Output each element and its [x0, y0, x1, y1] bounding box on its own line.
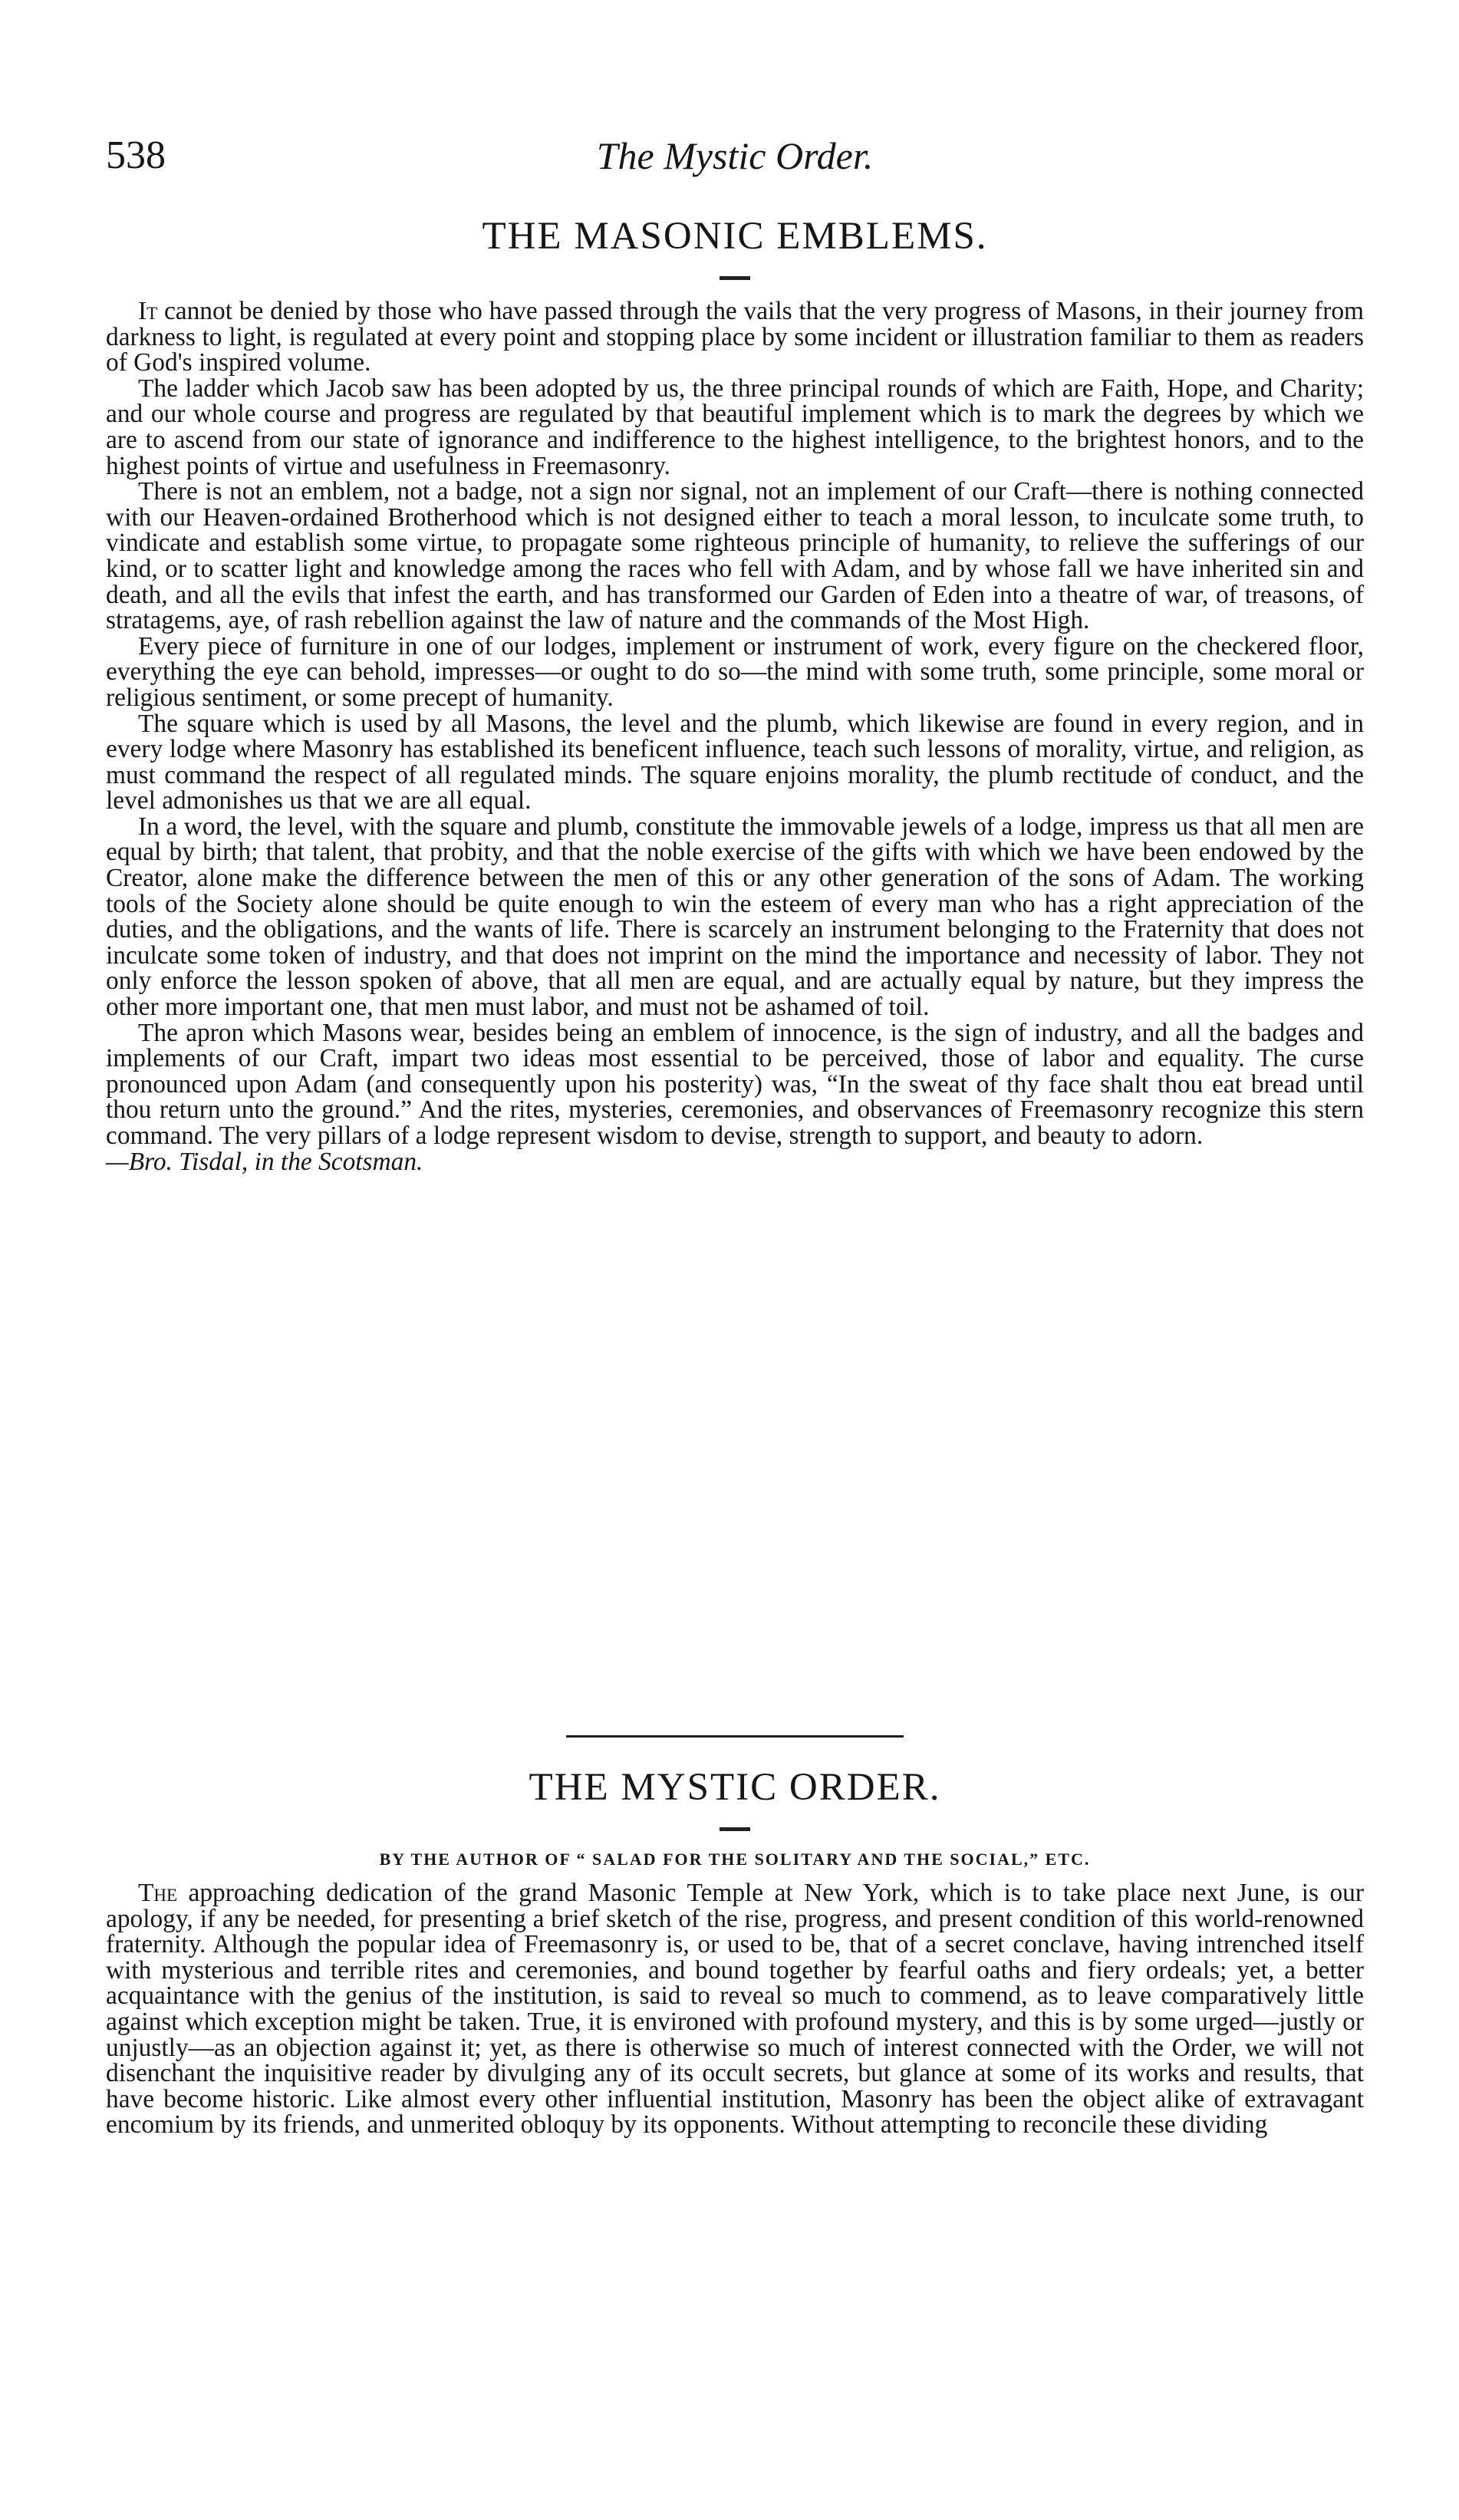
paragraph-1	[106, 298, 1364, 376]
paragraph-1	[106, 1880, 1364, 2138]
paragraph-lead-word: It	[138, 297, 158, 325]
paragraph-text: cannot be denied by those who have passed through the vails that the very progress of Masons, in their journey from darkness to light, is regulated at every point and stopping place by some incident or illustration familiar to them as readers of God's inspired volume.	[106, 297, 1364, 377]
running-title: The Mystic Order.	[596, 134, 874, 177]
paragraph-6	[106, 814, 1364, 1020]
running-head	[106, 129, 1364, 183]
paragraph-4	[106, 631, 1364, 712]
paragraph-2	[106, 376, 1364, 479]
section-divider	[566, 1735, 904, 1738]
paragraph-text: The square which is used by all Masons, the level and the plumb, which likewise are found in every region, and in every lodge where Masonry has established its beneficent influence, teach such lessons of morality, virtue, and religion, as must command the respect of all regulated minds. The square enjoins morality, the plumb rectitude of conduct, and the level admonishes us that we are all equal.	[106, 709, 1364, 815]
paragraph-3	[106, 479, 1364, 634]
article-title: THE MASONIC EMBLEMS.	[482, 215, 988, 258]
article-title: THE MYSTIC ORDER.	[529, 1766, 941, 1809]
byline: BY THE AUTHOR OF “ SALAD FOR THE SOLITARY AND THE SOCIAL,” ETC.	[379, 1850, 1091, 1869]
paragraph-text: In a word, the level, with the square and plumb, constitute the immovable jewels of a lodge, impress us that all men are equal by birth; that talent, that probity, and that the noble exercise of the gifts with which we have been endowed by the Creator, alone make the difference between the men of this or any other generation of the sons of Adam. The working tools of the Society alone should be quite enough to win the esteem of every man who has a right appreciation of the duties, and the obligations, and the wants of life. There is scarcely an instrument belonging to the Fraternity that does not inculcate some token of industry, and that does not imprint on the mind the importance and necessity of labor. They not only enforce the lesson spoken of above, that all men are equal, and are actually equal by nature, but they impress the other more important one, that men must labor, and must not be ashamed of toil.	[106, 812, 1364, 1022]
paragraph-5	[106, 711, 1364, 814]
paragraph-text: The apron which Masons wear, besides being an emblem of innocence, is the sign of industry, and all the badges and implements of our Craft, impart two ideas most essential to be perceived, those of labor and equality. The curse pronounced upon Adam (and consequently upon his posterity) was, “In the sweat of thy face shalt thou eat bread until thou return unto the ground.” And the rites, mysteries, ceremonies, and observances of Freemasonry recognize this stern command. The very pillars of a lodge represent wisdom to devise, strength to support, and beauty to adorn.	[106, 1018, 1364, 1150]
paragraph-lead-word: The	[138, 1879, 178, 1907]
paragraph-text: approaching dedication of the grand Masonic Temple at New York, which is to take place next June, is our apology, if any be needed, for presenting a brief sketch of the rise, progress, and present condition of this world-renowned fraternity. Although the popular idea of Freemasonry is, or used to be, that of a secret conclave, having intrenched itself with mysterious and terrible rites and ceremonies, and bound together by fearful oaths and fiery ordeals; yet, a better acquaintance with the genius of the institution, is said to reveal so much to commend, as to leave comparatively little against which exception might be taken. True, it is environed with profound mystery, and this is by some urged—justly or unjustly—as an objection against it; yet, as there is otherwise so much of interest connected with the Order, we will not disenchant the inquisitive reader by divulging any of its occult secrets, but glance at some of its works and results, that have become historic. Like almost every other influential institution, Masonry has been the object alike of extravagant encomium by its friends, and unmerited obloquy by its opponents. Without attempting to reconcile these dividing	[106, 1879, 1364, 2140]
paragraph-text: Every piece of furniture in one of our lodges, implement or instrument of work, every figure on the checkered floor, everything the eye can behold, impresses—or ought to do so—the mind with some truth, some principle, some moral or religious sentiment, or some precept of humanity.	[106, 631, 1364, 712]
article-masonic-emblems	[106, 213, 1364, 1175]
attribution: —Bro. Tisdal, in the Scotsman.	[106, 1147, 423, 1176]
paragraph-text: There is not an emblem, not a badge, not a sign nor signal, not an implement of our Craft—there is nothing connected with our Heaven-ordained Brotherhood which is not designed either to teach a moral lesson, to inculcate some truth, to vindicate and establish some virtue, to propagate some righteous principle of humanity, to relieve the sufferings of our kind, or to scatter light and knowledge among the races who fell with Adam, and by whose fall we have inherited sin and death, and all the evils that infest the earth, and has transformed our Garden of Eden into a theatre of war, of treasons, of stratagems, aye, of rash rebellion against the law of nature and the commands of the Most High.	[106, 477, 1364, 635]
title-rule	[720, 1827, 750, 1831]
paragraph-7	[106, 1020, 1364, 1149]
section-divider-wrap	[106, 1735, 1364, 1738]
title-rule	[720, 276, 750, 280]
paragraph-text: The ladder which Jacob saw has been adopted by us, the three principal rounds of which are Faith, Hope, and Charity; and our whole course and progress are regulated by that beautiful implement which is to mark the degrees by which we are to ascend from our state of ignorance and indifference to the highest intelligence, to the brightest honors, and to the highest points of virtue and usefulness in Freemasonry.	[106, 374, 1364, 480]
article-mystic-order	[106, 1764, 1364, 2138]
page-number: 538	[106, 133, 166, 177]
